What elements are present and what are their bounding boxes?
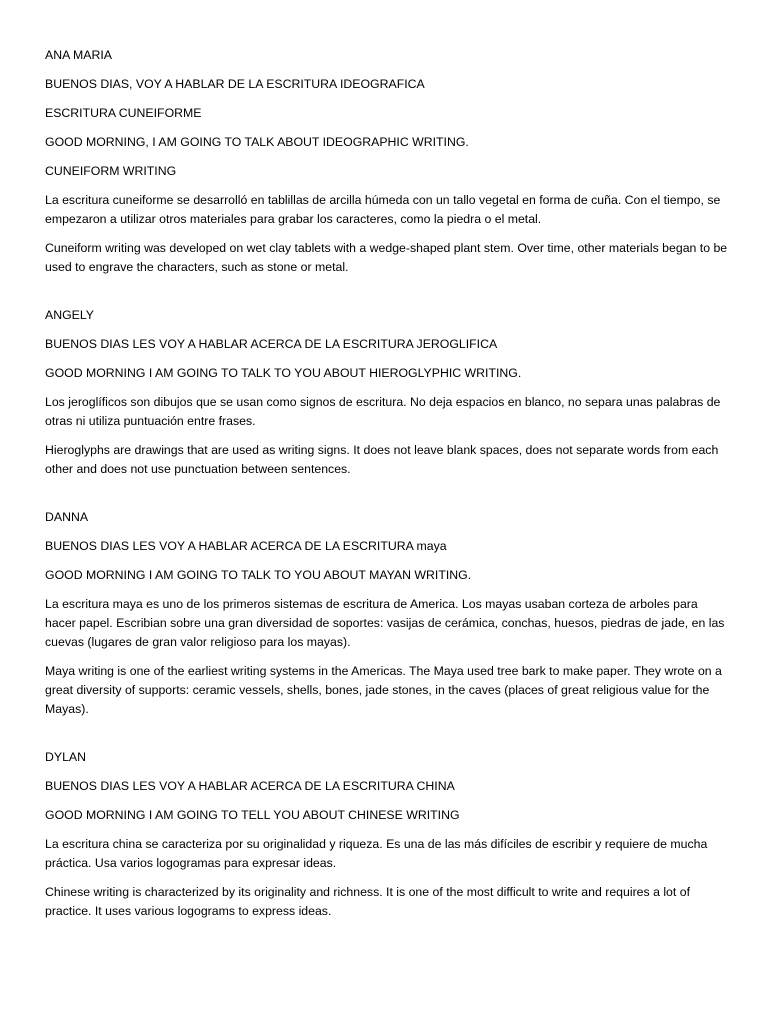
speaker-name: ANA MARIA	[45, 48, 112, 62]
section-dylan	[45, 748, 729, 921]
paragraph-spanish: La escritura cuneiforme se desarrolló en tablillas de arcilla húmeda con un tallo vegetal en forma de cuña. Con el tiempo, se empezaron a utilizar otros materiales para grabar los caracteres, como la piedra o el metal.	[45, 193, 721, 226]
paragraph-spanish: La escritura china se caracteriza por su originalidad y riqueza. Es una de las más difíciles de escribir y requiere de mucha práctica. Usa varios logogramas para expresar ideas.	[45, 837, 708, 870]
paragraph-english: Hieroglyphs are drawings that are used as writing signs. It does not leave blank spaces, does not separate words from each other and does not use punctuation between sentences.	[45, 443, 719, 476]
intro-line: BUENOS DIAS LES VOY A HABLAR ACERCA DE LA ESCRITURA JEROGLIFICA	[45, 337, 498, 351]
paragraph-spanish: La escritura maya es uno de los primeros sistemas de escritura de America. Los mayas usaban corteza de arboles para hacer papel. Escribian sobre una gran diversidad de soportes: vasijas de cerámica, conchas, huesos, piedras de jade, en las cuevas (lugares de gran valor religioso para los mayas).	[45, 597, 725, 649]
paragraph-spanish: Los jeroglíficos son dibujos que se usan como signos de escritura. No deja espacios en blanco, no separa unas palabras de otras ni utiliza puntuación entre frases.	[45, 395, 721, 428]
intro-line-english: GOOD MORNING, I AM GOING TO TALK ABOUT IDEOGRAPHIC WRITING.	[45, 135, 469, 149]
section-danna	[45, 508, 729, 719]
paragraph-english: Cuneiform writing was developed on wet clay tablets with a wedge-shaped plant stem. Over time, other materials began to be used to engrave the characters, such as stone or metal.	[45, 241, 728, 274]
topic-line-english: CUNEIFORM WRITING	[45, 164, 177, 178]
paragraph-english: Maya writing is one of the earliest writing systems in the Americas. The Maya used tree bark to make paper. They wrote on a great diversity of supports: ceramic vessels, shells, bones, jade stones, in the caves (places of great religious value for the Mayas).	[45, 664, 722, 716]
speaker-name: DYLAN	[45, 750, 87, 764]
intro-line: BUENOS DIAS LES VOY A HABLAR ACERCA DE LA ESCRITURA CHINA	[45, 779, 455, 793]
speaker-name: ANGELY	[45, 308, 94, 322]
intro-line-english: GOOD MORNING I AM GOING TO TELL YOU ABOUT CHINESE WRITING	[45, 808, 460, 822]
intro-line: BUENOS DIAS LES VOY A HABLAR ACERCA DE LA ESCRITURA maya	[45, 539, 447, 553]
section-ana-maria	[45, 46, 729, 277]
topic-line: ESCRITURA CUNEIFORME	[45, 106, 202, 120]
paragraph-english: Chinese writing is characterized by its originality and richness. It is one of the most difficult to write and requires a lot of practice. It uses various logograms to express ideas.	[45, 885, 690, 918]
speaker-name: DANNA	[45, 510, 89, 524]
intro-line-english: GOOD MORNING I AM GOING TO TALK TO YOU ABOUT MAYAN WRITING.	[45, 568, 472, 582]
intro-line-english: GOOD MORNING I AM GOING TO TALK TO YOU ABOUT HIEROGLYPHIC WRITING.	[45, 366, 522, 380]
section-angely	[45, 306, 729, 479]
document-page	[45, 46, 729, 931]
intro-line: BUENOS DIAS, VOY A HABLAR DE LA ESCRITURA IDEOGRAFICA	[45, 77, 425, 91]
